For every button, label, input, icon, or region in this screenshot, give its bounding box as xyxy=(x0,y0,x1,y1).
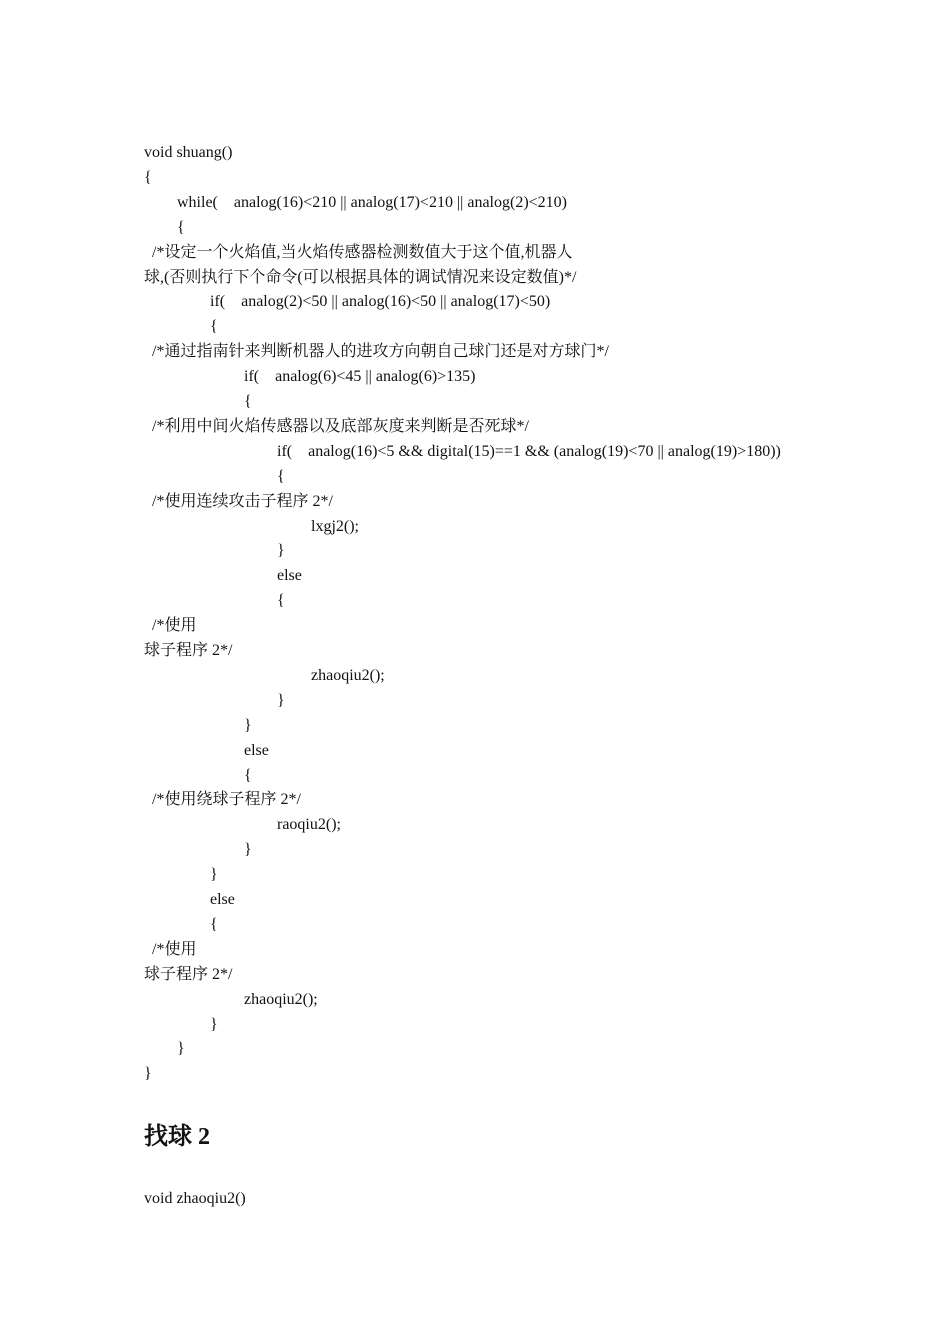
code-line: else xyxy=(210,891,235,908)
code-line: /*使用连续攻击子程序 2*/ xyxy=(152,492,333,510)
code-line: { xyxy=(244,393,252,410)
code-line: zhaoqiu2(); xyxy=(244,990,318,1008)
code-line: /*使用 xyxy=(152,940,197,958)
code-line: } xyxy=(277,542,285,560)
code-line: 球,(否则执行下个命令(可以根据具体的调试情况来设定数值)*/ xyxy=(144,268,577,286)
code-line: else xyxy=(244,741,269,759)
code-line: /*通过指南针来判断机器人的进攻方向朝自己球门还是对方球门*/ xyxy=(152,343,609,361)
code-line: else xyxy=(277,567,302,585)
code-line: } xyxy=(244,841,252,859)
code-line: } xyxy=(210,866,218,884)
code-line: raoqiu2(); xyxy=(277,816,341,834)
code-line: void zhaoqiu2() xyxy=(144,1190,246,1207)
code-line: if( analog(6)<45 || analog(6)>135) xyxy=(244,368,476,386)
code-line: if( analog(16)<5 && digital(15)==1 && (analog(19)<70 || analog(19)>180)) xyxy=(277,442,781,460)
code-line: } xyxy=(144,1065,152,1083)
section-heading: 找球 2 xyxy=(144,1124,210,1150)
code-line: { xyxy=(210,915,218,933)
code-line: { xyxy=(177,218,185,236)
code-line: } xyxy=(177,1040,185,1058)
code-line: { xyxy=(277,592,285,610)
code-line: } xyxy=(277,691,285,709)
code-line: /*利用中间火焰传感器以及底部灰度来判断是否死球*/ xyxy=(152,417,529,435)
code-line: void shuang() xyxy=(144,144,233,161)
code-line: { xyxy=(210,318,218,336)
code-line: { xyxy=(277,467,285,485)
code-line: } xyxy=(210,1015,218,1033)
code-line: lxgj2(); xyxy=(311,517,359,535)
code-line: /*使用绕球子程序 2*/ xyxy=(152,791,301,809)
code-line: { xyxy=(244,766,252,784)
code-line: zhaoqiu2(); xyxy=(311,666,385,684)
code-line: { xyxy=(144,168,152,186)
code-line: /*设定一个火焰值,当火焰传感器检测数值大于这个值,机器人 xyxy=(152,243,573,261)
code-line: 球子程序 2*/ xyxy=(144,642,233,659)
code-line: 球子程序 2*/ xyxy=(144,965,233,983)
code-line: while( analog(16)<210 || analog(17)<210 || analog(2)<210) xyxy=(177,193,567,211)
code-line: /*使用 xyxy=(152,617,197,635)
code-line: } xyxy=(244,716,252,734)
code-line: if( analog(2)<50 || analog(16)<50 || analog(17)<50) xyxy=(210,293,551,311)
